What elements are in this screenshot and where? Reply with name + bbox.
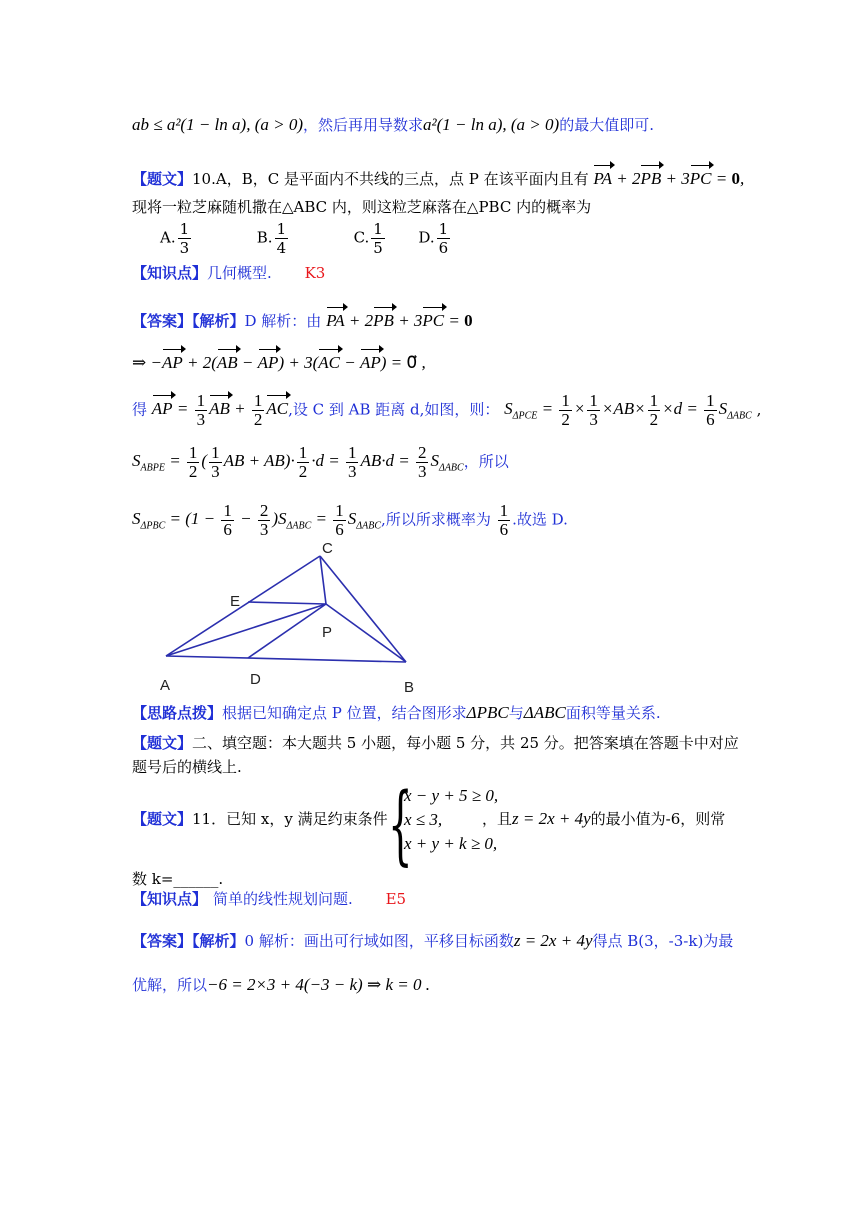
- q10-options: [160, 220, 478, 257]
- option-a: A. $\frac{1}{3}$: [160, 220, 190, 257]
- answer-vector-eq: PA + 2PB + 3PC = 0: [326, 311, 473, 330]
- q10-hint: 【思路点拨】根据已知确定点 P 位置，结合图形求ΔPBC与ΔABC面积等量关系.: [132, 703, 661, 722]
- constraint-1: x − y + 5 ≥ 0,: [404, 786, 499, 805]
- label-b: B: [404, 679, 415, 696]
- target-formula: a²(1 − ln a), (a > 0): [423, 115, 560, 134]
- q10-tag: 【题文】: [132, 170, 193, 188]
- q11-answer-line2: 优解，所以−6 = 2×3 + 4(−3 − k) ⇒ k = 0 .: [132, 975, 430, 994]
- q10-step3: 得 AP = $\frac{1}{3}$ AB + $\frac{1}{2}$ AC,设 C 到 AB 距离 d,如图，则： $S_{\Delta PCE}$ = $\frac{1}{2}$ × $\frac{1}{3}$ ×AB× $\frac{1}{2}$ ×d = $\frac{1}{6}$ $S_{\Delta ABC}$ ,: [132, 391, 762, 429]
- constraint-2: x ≤ 3,: [404, 810, 443, 829]
- intro-line: [132, 114, 654, 136]
- constraint-3: x + y + k ≥ 0,: [404, 834, 498, 853]
- q10-answer-line1: 【答案】【解析】D 解析：由 PA + 2PB + 3PC = 0: [132, 306, 473, 332]
- option-d: D. $\frac{1}{6}$: [418, 220, 449, 257]
- label-a: A: [160, 677, 171, 694]
- q11-answer-line1: 【答案】【解析】0 解析：画出可行域如图，平移目标函数z = 2x + 4y得点 B(3，-3-k)为最: [132, 931, 734, 950]
- label-p: P: [322, 624, 333, 641]
- q10-knowledge: 【知识点】几何概型. K3: [132, 264, 326, 282]
- edge-ab: [166, 656, 406, 662]
- q11-blank-line: 数 k=______.: [132, 870, 224, 888]
- label-c: C: [322, 540, 333, 557]
- section2-line2: 题号后的横线上.: [132, 758, 242, 776]
- q10-step2: ⇒ −AP + 2(AB − AP) + 3(AC − AP) = 0⃗ ,: [132, 348, 426, 374]
- q10-text-a: 10.A，B，C 是平面内不共线的三点，点 P 在该平面内且有: [192, 170, 589, 188]
- edge-ac: [166, 556, 320, 656]
- q11-stem-tail: ，且z = 2x + 4y的最小值为-6，则常: [482, 809, 726, 828]
- q10-knowledge-code: K3: [304, 264, 326, 282]
- brace-icon: {: [388, 775, 413, 875]
- edge-bc: [320, 556, 406, 662]
- segment-bp: [326, 604, 406, 662]
- q10-step5: $S_{\Delta PBC} = (1$ − $\frac{1}{6}$ − $\frac{2}{3}$ )$S_{\Delta ABC}$ = $\frac{1}{6}$ $S_{\Delta ABC}$,所以所求概率为 $\frac{1}{6}$ .故选 D.: [132, 501, 568, 539]
- q10-stem-line1: [132, 164, 744, 190]
- segment-ep: [248, 602, 326, 604]
- option-b: B. $\frac{1}{4}$: [256, 220, 287, 257]
- label-d: D: [250, 671, 261, 688]
- segment-cp: [320, 556, 326, 604]
- intro-text-a: ，然后再用导数求: [303, 116, 424, 134]
- segment-dp: [248, 604, 326, 658]
- section2-line1: 【题文】二、填空题：本大题共 5 小题，每小题 5 分，共 25 分。把答案填在答题卡中对应: [132, 734, 739, 752]
- q10-stem-line2: 现将一粒芝麻随机撒在△ABC 内，则这粒芝麻落在△PBC 内的概率为: [132, 198, 592, 216]
- segment-ap: [166, 604, 326, 656]
- q10-vector-eq: PA + 2PB + 3PC = 0,: [593, 169, 744, 188]
- q11-stem: 【题文】11．已知 x，y 满足约束条件: [132, 810, 388, 828]
- q11-knowledge: 【知识点】 简单的线性规划问题. E5: [132, 890, 407, 908]
- label-e: E: [230, 593, 241, 610]
- intro-text-b: 的最大值即可.: [559, 116, 654, 134]
- q10-step4: $S_{ABPE}$ = $\frac{1}{2}$ ( $\frac{1}{3}$ AB + AB)· $\frac{1}{2}$ ·d = $\frac{1}{3}$ AB·d = $\frac{2}{3}$ $S_{\Delta ABC}$，所以: [132, 443, 509, 481]
- option-c: C. $\frac{1}{5}$: [353, 220, 383, 257]
- bound-formula: ab ≤ a²(1 − ln a), (a > 0): [132, 115, 303, 134]
